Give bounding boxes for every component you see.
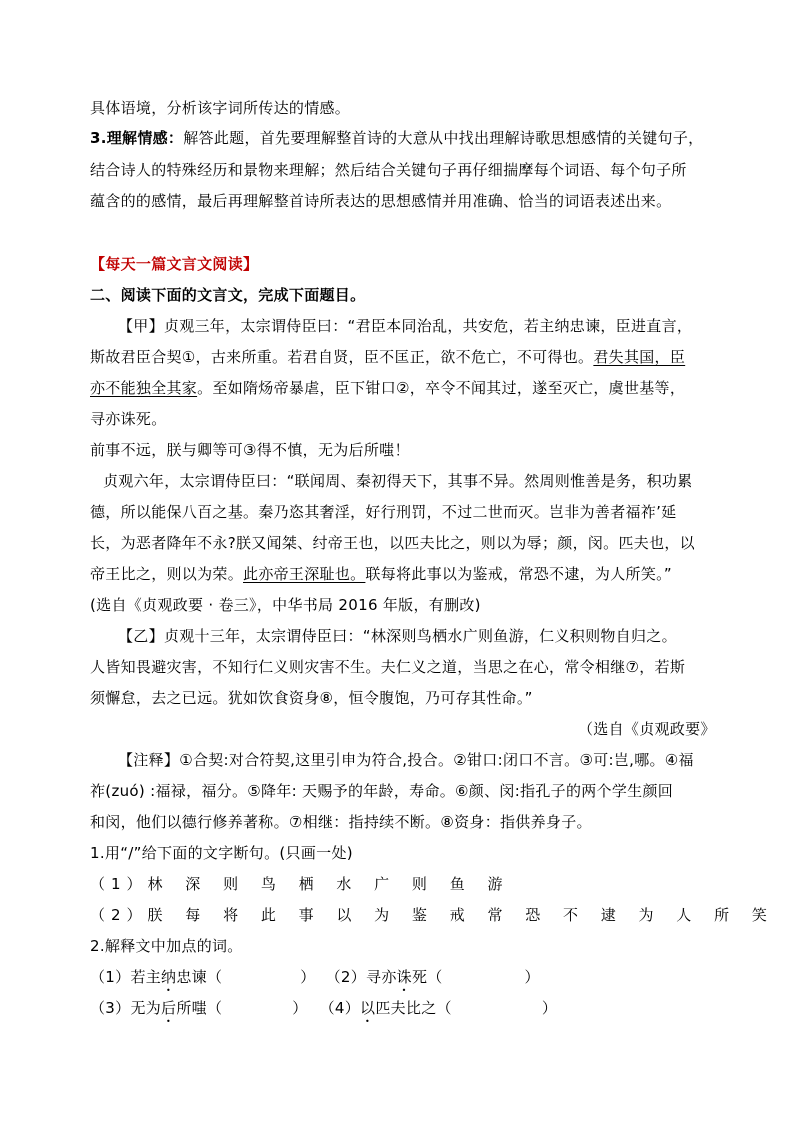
- question-1-item: （2）朕 每 将 此 事 以 为 鉴 戒 常 恐 不 逮 为 人 所 笑: [90, 906, 773, 924]
- text-span: 忠谏（: [176, 968, 223, 986]
- text-line: 蕴含的的感情，最后再理解整首诗所表达的思想感情并用准确、恰当的词语表述出来。: [90, 192, 672, 210]
- text-span: ）: [300, 968, 316, 986]
- text-line: 结合诗人的特殊经历和景物来理解；然后结合关键句子再仔细揣摩每个词语、每个句子所: [90, 161, 687, 179]
- text-span: （1）若主: [90, 968, 162, 986]
- passage-line: 须懈怠，去之已远。犹如饮食资身⑧，恒令腹饱，乃可存其性命。”: [90, 689, 533, 707]
- passage-line: [90, 378, 740, 398]
- text-span: 帝王比之，则以为荣。: [90, 565, 244, 583]
- dotted-word: 纳: [161, 968, 177, 986]
- question-2-row: [90, 967, 740, 995]
- passage-line: 德，所以能保八百之基。秦乃恣其奢淫，好行刑罚，不过二世而灭。岂非为善者福祚’延: [90, 503, 677, 521]
- text-span: 匹夫比之（: [375, 999, 452, 1017]
- text-span: ）: [541, 999, 558, 1017]
- question-1: 1.用“/”给下面的文字断句。(只画一处): [90, 844, 353, 862]
- question-heading: 二、阅读下面的文言文，完成下面题目。: [90, 286, 366, 304]
- text-span: （3）无为: [90, 999, 162, 1017]
- text-span: 解答此题，首先要理解整首诗的大意从中找出理解诗歌思想感情的关键句子，: [183, 129, 704, 147]
- text-span: 。至如隋炀帝暴虐，臣下钳口②，卒令不闻其过，遂至灭亡，虞世基等，: [197, 379, 686, 397]
- text-span: 所嗤（: [176, 999, 223, 1017]
- note-line: 和闵，他们以德行修养著称。⑦相继：指持续不断。⑧资身：指供养身子。: [90, 813, 592, 831]
- text-line: 具体语境，分析该字词所传达的情感。: [90, 99, 351, 117]
- text-span: （2）寻亦: [325, 968, 397, 986]
- passage-line: 长，为恶者降年不永?朕又闻桀、纣帝王也，以匹夫比之，则以为辱；颜，闵。匹夫也，以: [90, 534, 695, 552]
- underlined-sentence: 君失其国，臣: [593, 348, 686, 366]
- section-title: 【每天一篇文言文阅读】: [90, 255, 259, 273]
- source-citation: (选自《贞观政要 · 卷三》，中华书局 2016 年版，有删改): [90, 596, 481, 614]
- underlined-sentence: 此亦帝王深耻也。: [243, 565, 366, 583]
- passage-line: 贞观六年，太宗谓侍臣曰：“联闻周、秦初得天下，其事不异。然周则惟善是务，积功累: [103, 472, 693, 490]
- passage-line: [90, 347, 740, 367]
- source-citation: （选自《贞观政要》: [578, 720, 716, 738]
- question-2-row: [90, 998, 740, 1026]
- passage-line: 寻亦诛死。: [90, 410, 167, 428]
- text-line: [90, 128, 740, 148]
- text-span: 斯故君臣合契①，古来所重。若君自贤，臣不匡正，欲不危亡，不可得也。: [90, 348, 594, 366]
- passage-line: 人皆知畏避灾害，不知行仁义则灾害不生。夫仁义之道，当思之在心，常令相继⑦，若斯: [90, 658, 686, 676]
- dotted-word: 诛: [396, 968, 412, 986]
- note-line: 【注释】①合契:对合符契,这里引申为符合,投合。②钳口:闭口不言。③可:岂,哪。④福: [118, 751, 694, 769]
- passage-line: [90, 564, 740, 584]
- passage-line: 【乙】贞观十三年，太宗谓侍臣曰：“林深则鸟栖水广则鱼游，仁义积则物自归之。: [118, 627, 677, 645]
- text-span: （4）: [319, 999, 361, 1017]
- text-span: ）: [292, 999, 308, 1017]
- passage-line: 前事不远，朕与卿等可③得不慎，无为后所嗤！: [90, 441, 410, 459]
- dotted-word: 以: [360, 999, 376, 1017]
- text-span: 死（: [411, 968, 443, 986]
- question-1-item: （1）林 深 则 鸟 栖 水 广 则 鱼 游: [90, 875, 509, 893]
- note-line: 祚(zuó) :福禄，福分。⑤降年: 天赐予的年龄，寿命。⑥颜、闵:指孔子的两个学生颜回: [90, 782, 674, 800]
- passage-line: 【甲】贞观三年，太宗谓侍臣曰：“君臣本同治乱，共安危，若主纳忠谏，臣进直言，: [118, 317, 693, 335]
- question-2: 2.解释文中加点的词。: [90, 937, 243, 955]
- text-span: 联每将此事以为鉴戒，常恐不逮，为人所笑。”: [365, 565, 672, 583]
- dotted-word: 后: [161, 999, 177, 1017]
- bold-label: 3.理解情感：: [90, 129, 184, 147]
- underlined-sentence: 亦不能独全其家: [90, 379, 198, 397]
- text-span: ）: [524, 968, 540, 986]
